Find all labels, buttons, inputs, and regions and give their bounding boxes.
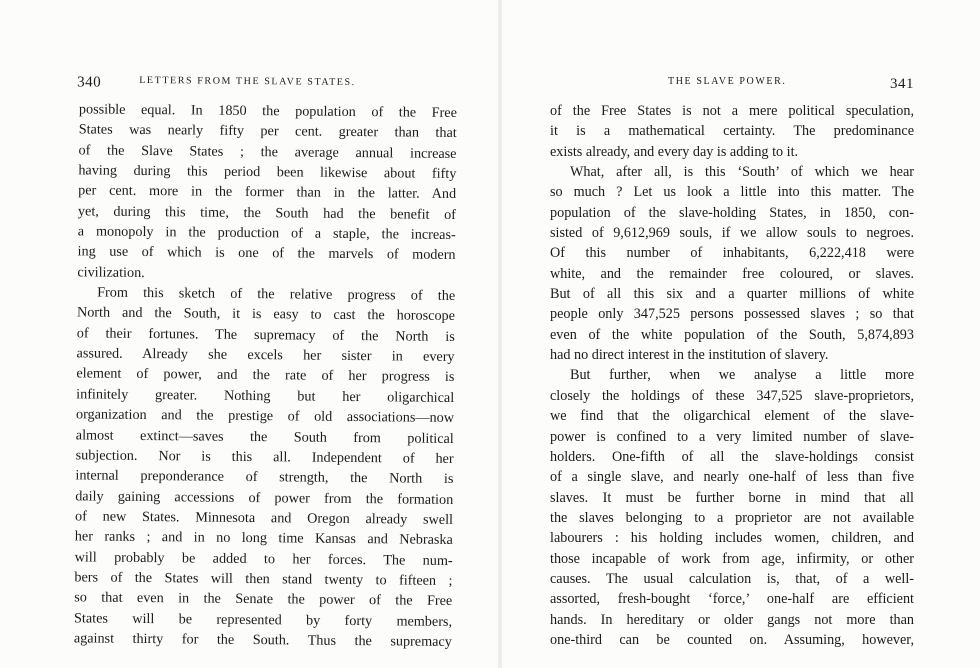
text-line: of the Slave States ; the average annual increase <box>78 142 457 162</box>
text-line: holders. One-fifth of all the slave-holdings consist <box>550 448 914 465</box>
text-line: of the Free States is not a mere political speculation, <box>550 103 914 119</box>
text-line: hands. In hereditary or older gangs not more than <box>550 611 914 628</box>
left-page-number: 340 <box>77 74 102 91</box>
text-line: of their fortunes. The supremacy of the North is <box>76 325 455 345</box>
right-page-number: 341 <box>890 76 914 92</box>
text-line: of new States. Minnesota and Oregon already swell <box>74 508 454 528</box>
text-line: From this sketch of the relative progress of the <box>97 284 456 305</box>
text-line: those incapable of work from age, infirmity, or other <box>550 550 914 567</box>
text-line: sisted of 9,612,969 souls, if we allow souls to negroes. <box>550 225 914 242</box>
text-line: power is confined to a very limited number of slave- <box>550 428 914 445</box>
text-line: North and the South, it is easy to cast the horoscope <box>76 304 456 325</box>
text-line: will probably be added to her forces. The num- <box>74 548 453 569</box>
text-line: internal preponderance of strength, the North is <box>75 467 454 488</box>
text-line: civilization. <box>77 264 145 281</box>
text-line: so much ? Let us look a little into this matter. The <box>550 184 914 201</box>
text-line: slaves. It must be further borne in mind that all <box>550 489 914 506</box>
right-page <box>500 0 980 668</box>
text-line: But of all this six and a quarter millions of white <box>550 286 914 303</box>
text-line: labourers : his holding includes women, children, and <box>550 530 914 547</box>
text-line: of a single slave, and nearly one-half of less than five <box>550 469 914 486</box>
text-line: against thirty for the South. Thus the supremacy <box>73 630 452 650</box>
text-line: even of the white population of the South, 5,874,893 <box>550 326 914 343</box>
text-line: assured. Already she excels her sister in every <box>76 345 455 366</box>
text-line: yet, during this time, the South had the benefit of <box>77 203 457 223</box>
text-line: But further, when we analyse a little more <box>570 367 914 384</box>
text-line: closely the holdings of these 347,525 slave-proprietors, <box>550 387 914 404</box>
text-line: a monopoly in the production of a staple, the increas- <box>77 223 456 244</box>
text-line: causes. The usual calculation is, that, of a well- <box>550 570 914 587</box>
text-line: people only 347,525 persons possessed slaves ; so that <box>550 306 914 323</box>
left-page-body <box>74 99 457 652</box>
right-page-body <box>550 101 914 650</box>
text-line: population of the slave-holding States, in 1850, con- <box>550 204 914 221</box>
text-line: subjection. Nor is this all. Independent of her <box>75 447 454 467</box>
text-line: almost extinct—saves the South from political <box>75 426 454 447</box>
text-line: possible equal. In 1850 the population of the Free <box>78 101 458 121</box>
text-line: daily gaining accessions of power from the formation <box>75 487 454 508</box>
text-line: element of power, and the rate of her progress is <box>76 365 455 386</box>
text-line: having during this period been likewise about fifty <box>78 162 457 183</box>
text-line: the slaves belonging to a proprietor are not available <box>550 509 914 526</box>
text-line: assorted, fresh-bought ‘force,’ one-half are efficient <box>550 591 914 608</box>
text-line: ing use of which is one of the marvels of modern <box>77 243 456 264</box>
text-line: we find that the oligarchical element of the slave- <box>550 408 914 425</box>
text-line: exists already, and every day is adding to it. <box>550 143 799 160</box>
text-line: States was nearly fifty per cent. greater than that <box>78 121 457 142</box>
text-line: per cent. more in the former than in the latter. And <box>78 182 457 203</box>
text-line: it is a mathematical certainty. The predominance <box>550 123 914 140</box>
text-line: bers of the States will then stand twenty to fifteen ; <box>74 569 453 589</box>
text-line: had no direct interest in the institution of slavery. <box>550 347 829 364</box>
text-line: white, and the remainder free coloured, or slaves. <box>550 265 914 282</box>
right-running-head: THE SLAVE POWER. <box>668 76 787 87</box>
left-running-head: LETTERS FROM THE SLAVE STATES. <box>139 74 356 89</box>
text-line: Of this number of inhabitants, 6,222,418 were <box>550 245 914 262</box>
text-line: one-third can be counted on. Assuming, however, <box>550 631 914 648</box>
text-line: her ranks ; and in no long time Kansas and Nebraska <box>74 528 453 549</box>
text-line: so that even in the Senate the power of the Free <box>74 589 453 610</box>
text-line: organization and the prestige of old associations—now <box>75 406 455 427</box>
text-line: infinitely greater. Nothing but her oligarchical <box>76 386 455 406</box>
text-line: States will be represented by forty members, <box>73 609 453 630</box>
text-line: What, after all, is this ‘South’ of which we hear <box>570 164 914 181</box>
